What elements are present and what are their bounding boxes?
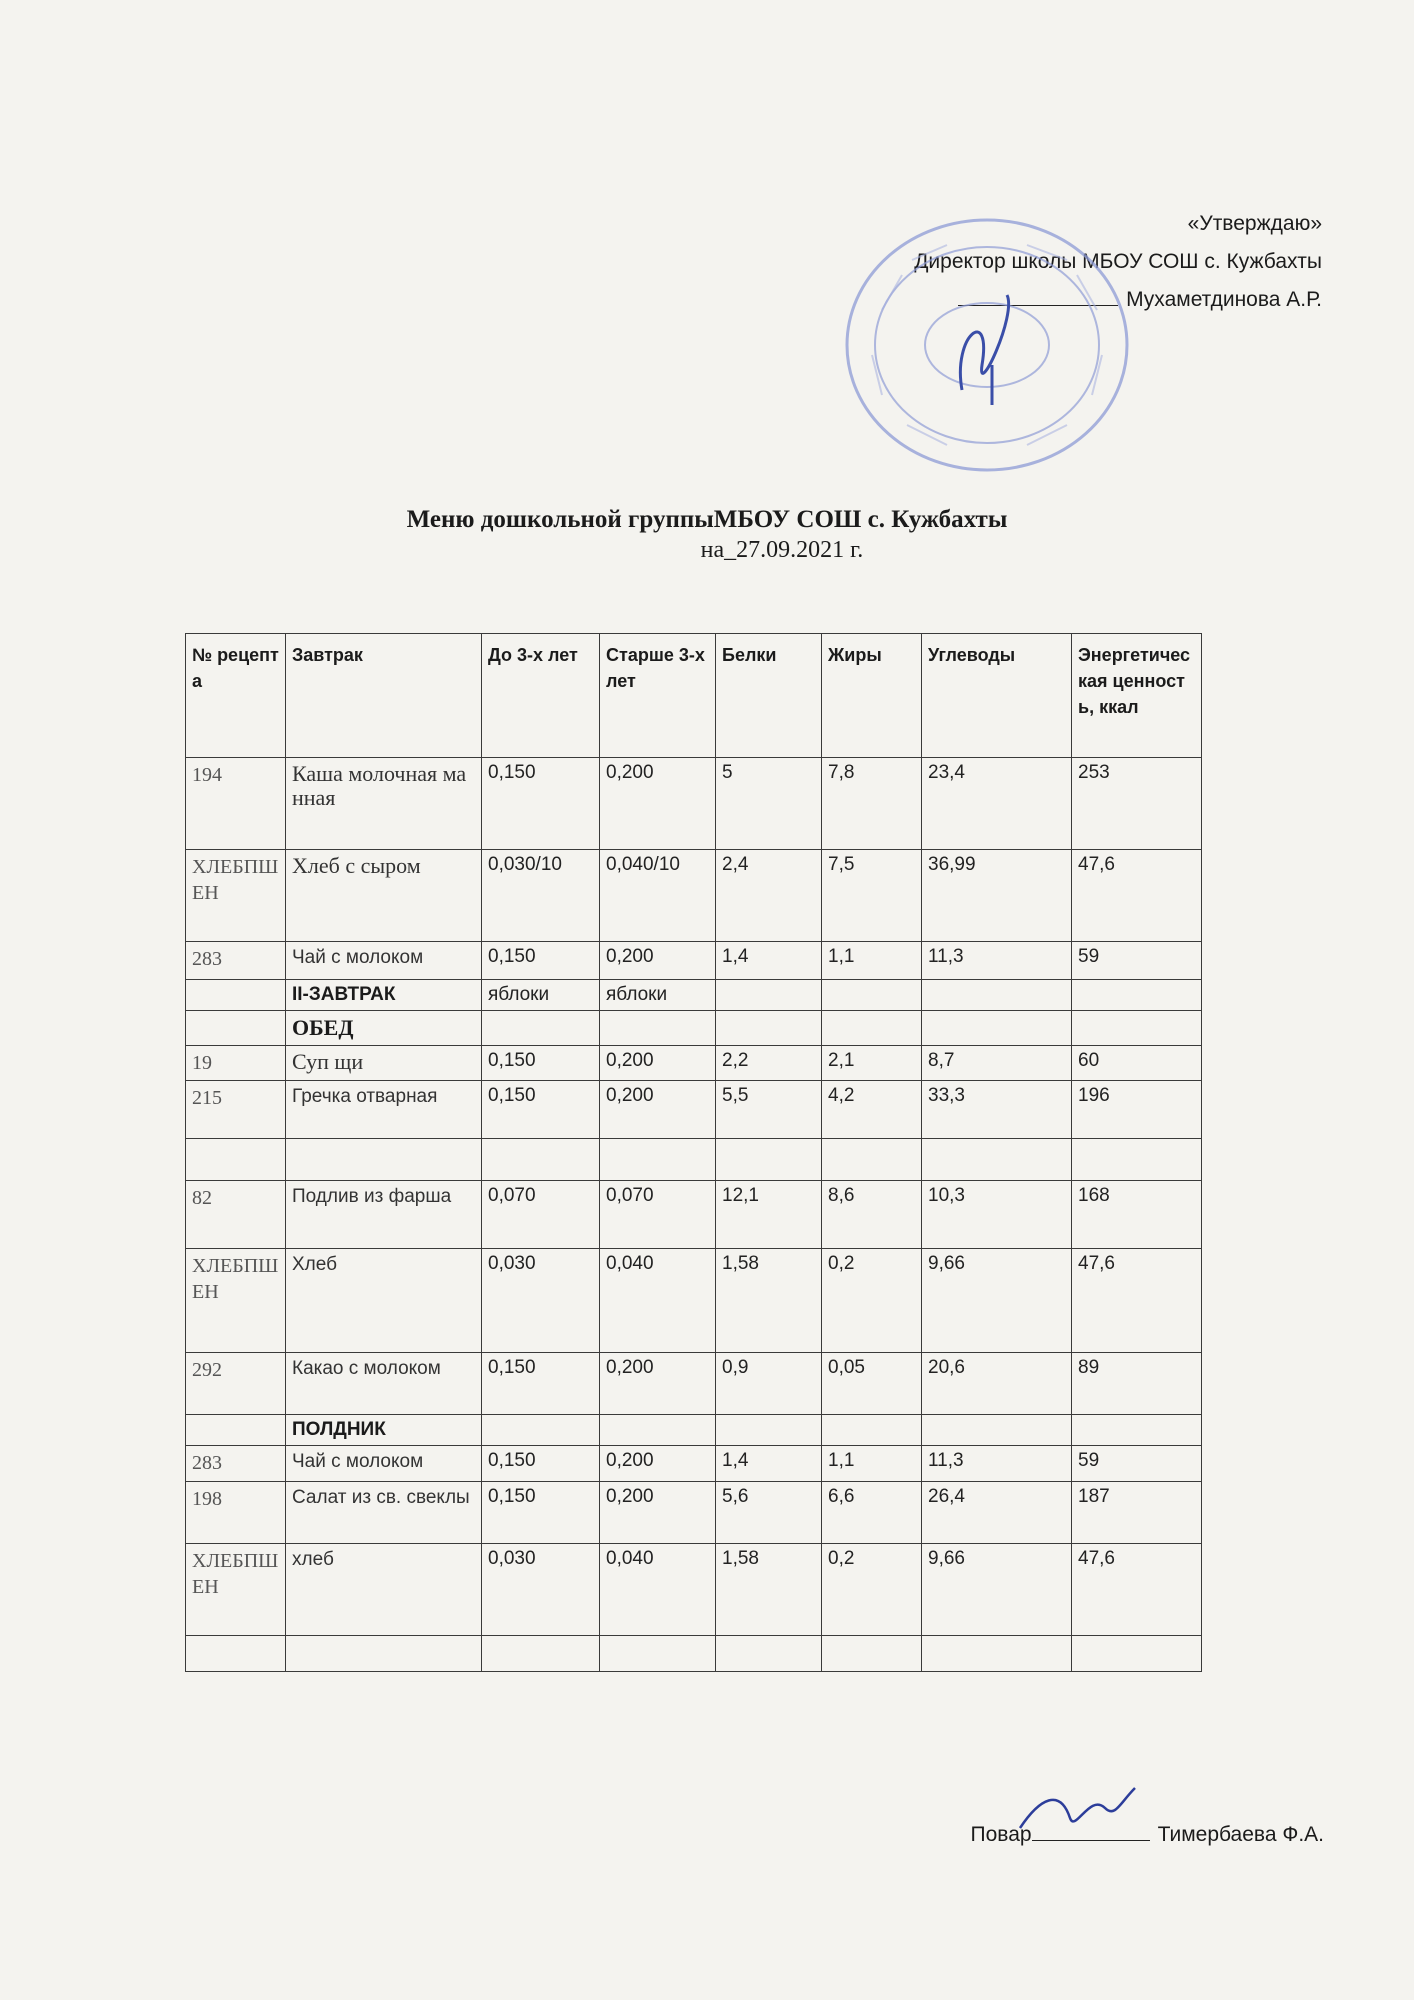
cook-handwritten-signature	[1010, 1778, 1140, 1848]
cell-name: Подлив из фарша	[286, 1181, 482, 1249]
table-row	[186, 1081, 1202, 1139]
cell-fats: 1,1	[822, 1446, 922, 1482]
cell-energy	[1072, 1139, 1202, 1181]
header-breakfast: Завтрак	[286, 634, 482, 758]
header-energy: Энергетическая ценность, ккал	[1072, 634, 1202, 758]
cell-proteins: 5	[716, 758, 822, 850]
cell-code: ХЛЕБПШЕН	[186, 1544, 286, 1636]
cell-fats: 7,8	[822, 758, 922, 850]
header-fats: Жиры	[822, 634, 922, 758]
cell-fats: 4,2	[822, 1081, 922, 1139]
cell-under-3	[482, 1636, 600, 1672]
cell-energy: 253	[1072, 758, 1202, 850]
cell-over-3	[600, 1636, 716, 1672]
cell-carbs	[922, 980, 1072, 1011]
cell-carbs: 9,66	[922, 1249, 1072, 1353]
cell-over-3	[600, 1415, 716, 1446]
cell-carbs: 9,66	[922, 1544, 1072, 1636]
cell-fats: 8,6	[822, 1181, 922, 1249]
cell-proteins	[716, 1139, 822, 1181]
table-row	[186, 1046, 1202, 1081]
cell-code	[186, 1139, 286, 1181]
cell-energy	[1072, 1011, 1202, 1046]
header-proteins: Белки	[716, 634, 822, 758]
cell-energy: 47,6	[1072, 1249, 1202, 1353]
cell-under-3: 0,150	[482, 1046, 600, 1081]
cell-proteins: 1,4	[716, 942, 822, 980]
cell-under-3: 0,150	[482, 1353, 600, 1415]
cell-name: Хлеб	[286, 1249, 482, 1353]
cell-over-3: 0,200	[600, 758, 716, 850]
menu-title	[0, 505, 1414, 565]
cell-over-3: 0,040	[600, 1249, 716, 1353]
cell-over-3: 0,200	[600, 1482, 716, 1544]
cell-code	[186, 1415, 286, 1446]
cell-name: Суп щи	[286, 1046, 482, 1081]
cell-proteins: 2,4	[716, 850, 822, 942]
header-carbs: Углеводы	[922, 634, 1072, 758]
cell-over-3	[600, 1011, 716, 1046]
cell-energy	[1072, 1415, 1202, 1446]
table-row	[186, 1181, 1202, 1249]
cell-under-3: 0,150	[482, 1081, 600, 1139]
cell-energy: 60	[1072, 1046, 1202, 1081]
cell-fats	[822, 1139, 922, 1181]
cell-energy: 168	[1072, 1181, 1202, 1249]
cell-fats	[822, 1636, 922, 1672]
cell-carbs	[922, 1415, 1072, 1446]
cell-name: Салат из св. свеклы	[286, 1482, 482, 1544]
cook-role: Повар	[970, 1823, 1032, 1846]
cell-proteins: 1,4	[716, 1446, 822, 1482]
cell-fats: 0,2	[822, 1249, 922, 1353]
cell-name	[286, 1636, 482, 1672]
cell-under-3: 0,030	[482, 1249, 600, 1353]
cell-energy	[1072, 1636, 1202, 1672]
cell-name: Каша молочная манная	[286, 758, 482, 850]
cell-name	[286, 1139, 482, 1181]
table-row	[186, 1249, 1202, 1353]
cell-code: 215	[186, 1081, 286, 1139]
table-row-section	[186, 980, 1202, 1011]
cell-under-3	[482, 1415, 600, 1446]
cell-proteins: 5,6	[716, 1482, 822, 1544]
approval-heading: «Утверждаю»	[1187, 212, 1322, 235]
cell-fats: 0,2	[822, 1544, 922, 1636]
menu-table	[185, 633, 1202, 1672]
table-row-section	[186, 1415, 1202, 1446]
cell-energy: 187	[1072, 1482, 1202, 1544]
cell-code: 292	[186, 1353, 286, 1415]
cell-energy: 196	[1072, 1081, 1202, 1139]
cell-under-3: 0,030/10	[482, 850, 600, 942]
cell-proteins: 0,9	[716, 1353, 822, 1415]
cell-fats: 7,5	[822, 850, 922, 942]
cell-energy: 59	[1072, 942, 1202, 980]
cell-fats: 6,6	[822, 1482, 922, 1544]
cell-energy	[1072, 980, 1202, 1011]
cell-code: ХЛЕБПШЕН	[186, 1249, 286, 1353]
cook-name: Тимербаева Ф.А.	[1157, 1823, 1324, 1846]
table-row	[186, 1353, 1202, 1415]
menu-date: на_27.09.2021 г.	[700, 537, 864, 563]
cell-carbs: 26,4	[922, 1482, 1072, 1544]
cell-over-3: 0,040	[600, 1544, 716, 1636]
header-recipe-no: № рецепта	[186, 634, 286, 758]
cell-under-3	[482, 1011, 600, 1046]
cell-proteins: 1,58	[716, 1544, 822, 1636]
cell-proteins	[716, 1636, 822, 1672]
cell-under-3: 0,150	[482, 1482, 600, 1544]
cell-under-3: 0,070	[482, 1181, 600, 1249]
cell-over-3: 0,070	[600, 1181, 716, 1249]
table-row-empty	[186, 1636, 1202, 1672]
table-row	[186, 942, 1202, 980]
cell-energy: 89	[1072, 1353, 1202, 1415]
cell-over-3: 0,200	[600, 942, 716, 980]
cell-energy: 47,6	[1072, 1544, 1202, 1636]
cell-carbs: 36,99	[922, 850, 1072, 942]
cell-fats: 1,1	[822, 942, 922, 980]
cell-code: 19	[186, 1046, 286, 1081]
table-row	[186, 758, 1202, 850]
cell-over-3: 0,200	[600, 1046, 716, 1081]
cell-proteins	[716, 1415, 822, 1446]
table-row	[186, 1482, 1202, 1544]
cell-carbs: 10,3	[922, 1181, 1072, 1249]
cell-under-3: 0,150	[482, 942, 600, 980]
cell-under-3: 0,030	[482, 1544, 600, 1636]
cell-proteins	[716, 1011, 822, 1046]
cell-proteins: 2,2	[716, 1046, 822, 1081]
cell-over-3	[600, 1139, 716, 1181]
table-row	[186, 1446, 1202, 1482]
cell-code: 198	[186, 1482, 286, 1544]
cell-over-3: 0,040/10	[600, 850, 716, 942]
cell-under-3	[482, 1139, 600, 1181]
cell-code	[186, 1011, 286, 1046]
table-row	[186, 850, 1202, 942]
cell-name: Какао с молоком	[286, 1353, 482, 1415]
cell-name: Чай с молоком	[286, 942, 482, 980]
table-header-row	[186, 634, 1202, 758]
cell-carbs: 8,7	[922, 1046, 1072, 1081]
cell-carbs	[922, 1636, 1072, 1672]
cell-carbs	[922, 1011, 1072, 1046]
cell-carbs: 20,6	[922, 1353, 1072, 1415]
cell-carbs	[922, 1139, 1072, 1181]
cell-carbs: 23,4	[922, 758, 1072, 850]
cell-energy: 59	[1072, 1446, 1202, 1482]
cell-name: Хлеб с сыром	[286, 850, 482, 942]
cell-proteins: 12,1	[716, 1181, 822, 1249]
cell-fats	[822, 1011, 922, 1046]
director-position: Директор школы МБОУ СОШ с. Кужбахты	[914, 250, 1322, 273]
cell-name: Чай с молоком	[286, 1446, 482, 1482]
cell-fats: 0,05	[822, 1353, 922, 1415]
cell-code: 283	[186, 1446, 286, 1482]
cell-fats	[822, 1415, 922, 1446]
section-second-breakfast: II-ЗАВТРАК	[286, 980, 482, 1011]
header-over-3: Старше 3-х лет	[600, 634, 716, 758]
cell-over-3: яблоки	[600, 980, 716, 1011]
cell-over-3: 0,200	[600, 1081, 716, 1139]
section-afternoon-snack: ПОЛДНИК	[286, 1415, 482, 1446]
cell-under-3: 0,150	[482, 758, 600, 850]
section-lunch: ОБЕД	[286, 1011, 482, 1046]
cell-fats: 2,1	[822, 1046, 922, 1081]
cell-fats	[822, 980, 922, 1011]
table-row-section	[186, 1011, 1202, 1046]
cell-carbs: 33,3	[922, 1081, 1072, 1139]
school-stamp	[842, 215, 1132, 475]
cell-carbs: 11,3	[922, 942, 1072, 980]
cell-over-3: 0,200	[600, 1446, 716, 1482]
header-under-3: До 3-х лет	[482, 634, 600, 758]
cell-name: Гречка отварная	[286, 1081, 482, 1139]
cell-over-3: 0,200	[600, 1353, 716, 1415]
director-name: Мухаметдинова А.Р.	[1126, 288, 1322, 311]
cell-code: 82	[186, 1181, 286, 1249]
cell-name: хлеб	[286, 1544, 482, 1636]
table-row-empty	[186, 1139, 1202, 1181]
table-row	[186, 1544, 1202, 1636]
cell-proteins: 1,58	[716, 1249, 822, 1353]
cell-code	[186, 1636, 286, 1672]
cell-proteins: 5,5	[716, 1081, 822, 1139]
cell-carbs: 11,3	[922, 1446, 1072, 1482]
cell-code: ХЛЕБПШЕН	[186, 850, 286, 942]
cell-under-3: 0,150	[482, 1446, 600, 1482]
cell-energy: 47,6	[1072, 850, 1202, 942]
menu-title-main: Меню дошкольной группыМБОУ СОШ с. Кужбахты	[406, 506, 1008, 533]
cell-code: 194	[186, 758, 286, 850]
cell-code: 283	[186, 942, 286, 980]
cell-code	[186, 980, 286, 1011]
cell-proteins	[716, 980, 822, 1011]
cell-under-3: яблоки	[482, 980, 600, 1011]
